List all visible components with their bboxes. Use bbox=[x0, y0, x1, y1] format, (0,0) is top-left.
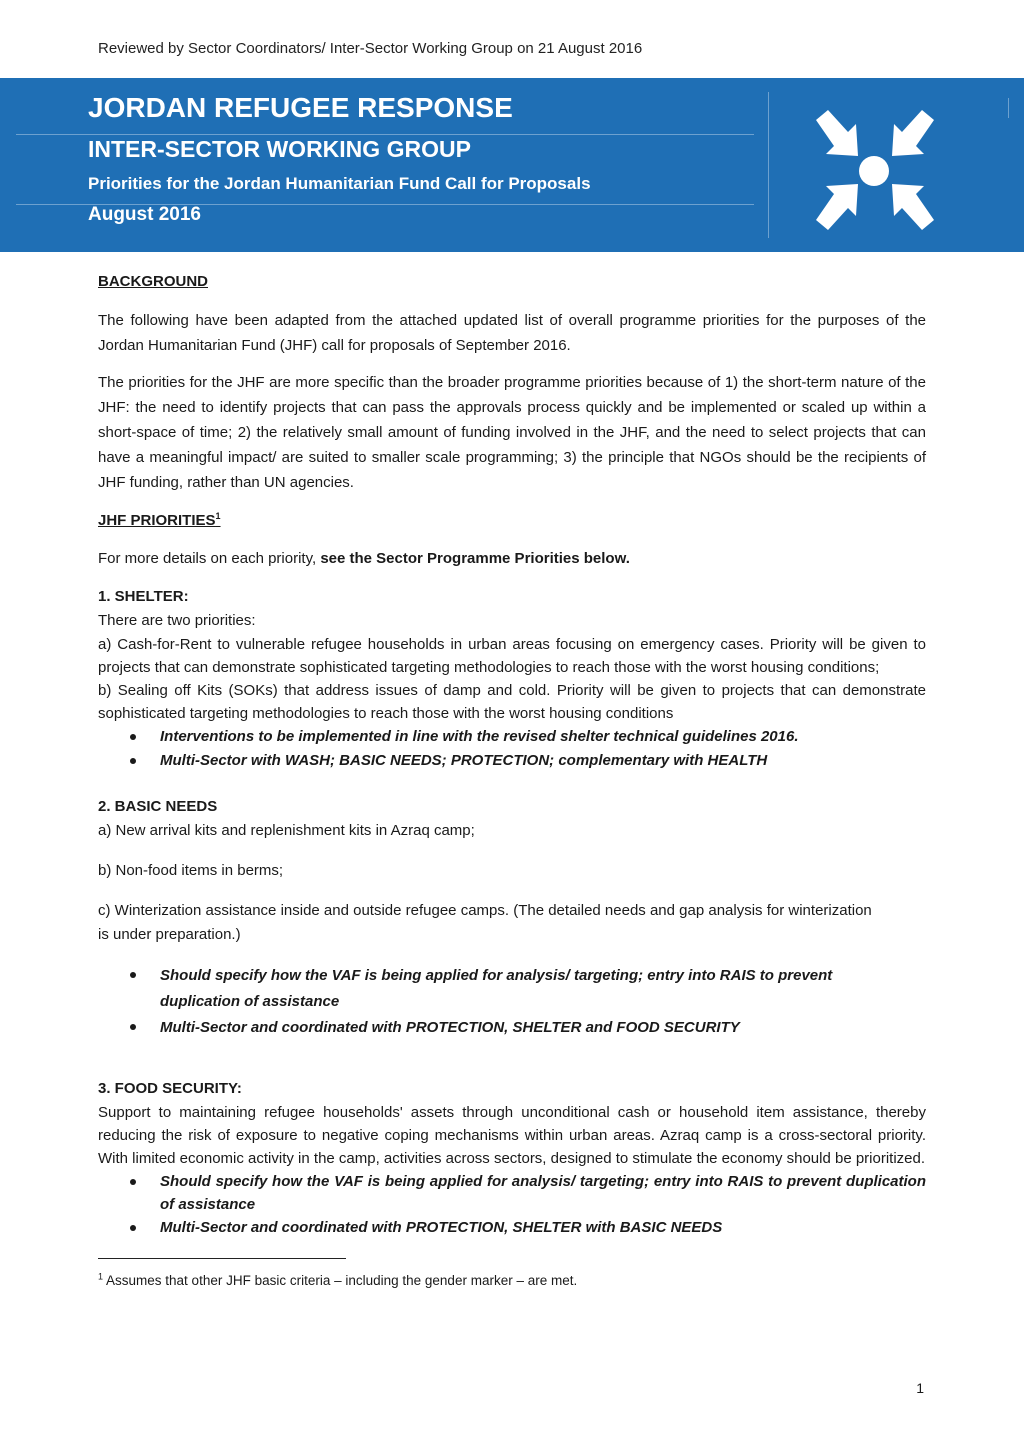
background-para-1: The following have been adapted from the attached updated list of overall programme priorities for the purposes of the Jordan Humanitarian Fund (JHF) call for proposals of September 2016. bbox=[98, 312, 926, 354]
page-number: 1 bbox=[916, 1380, 924, 1396]
footnote-ref: 1 bbox=[215, 511, 221, 521]
footnote-rule bbox=[98, 1258, 346, 1259]
food-security-bullet: Should specify how the VAF is being applied for analysis/ targeting; entry into RAIS to prevent duplication of assistance bbox=[98, 1170, 926, 1216]
jhf-priorities-heading: JHF PRIORITIES$^1$ bbox=[98, 511, 221, 529]
shelter-bullet: Interventions to be implemented in line with the revised shelter technical guidelines 2016. bbox=[98, 725, 926, 749]
four-arrows-converging-icon bbox=[808, 106, 942, 234]
jhf-intro-emphasis: see the Sector Programme Priorities below. bbox=[320, 550, 630, 567]
footnote: $^1$ Assumes that other JHF basic criteria – including the gender marker – are met. bbox=[98, 1271, 578, 1288]
document-title: JORDAN REFUGEE RESPONSE bbox=[88, 92, 513, 123]
shelter-bullet: Multi-Sector with WASH; BASIC NEEDS; PROTECTION; complementary with HEALTH bbox=[98, 749, 926, 773]
shelter-item-b: b) Sealing off Kits (SOKs) that address issues of damp and cold. Priority will be given to projects that can demonstrate sophisticated targeting methodologies to reach those with the worst housing conditions bbox=[98, 682, 926, 722]
document-tagline: Priorities for the Jordan Humanitarian Fund Call for Proposals bbox=[88, 174, 591, 193]
document-body bbox=[98, 270, 926, 1293]
background-para-2: The priorities for the JHF are more specific than the broader programme priorities because of 1) the short-term nature of the JHF: the need to identify projects that can pass the approvals process quickly and be implemented or scaled up within a short-space of time; 2) the relatively small amount of funding involved in the JHF, and the need to select projects that can have a meaningful impact/ are suited to smaller scale programming; 3) the principle that NGOs should be the recipients of JHF funding, rather than UN agencies. bbox=[98, 374, 926, 491]
food-security-heading: 3. FOOD SECURITY: bbox=[98, 1080, 242, 1097]
review-note: Reviewed by Sector Coordinators/ Inter-Sector Working Group on 21 August 2016 bbox=[98, 40, 643, 57]
jhf-intro: For more details on each priority, see the Sector Programme Priorities below. bbox=[98, 550, 630, 567]
basic-needs-bullet: Multi-Sector and coordinated with PROTECTION, SHELTER and FOOD SECURITY bbox=[98, 1015, 926, 1041]
food-security-text: Support to maintaining refugee households' assets through unconditional cash or household item assistance, thereby reducing the risk of exposure to negative coping mechanisms within urban areas. Azraq camp is a cross-sectoral priority. With limited economic activity in the camp, activities across sectors, designed to stimulate the economy should be prioritized. bbox=[98, 1104, 926, 1167]
basic-needs-item-b: b) Non-food items in berms; bbox=[98, 862, 284, 879]
shelter-heading: 1. SHELTER: bbox=[98, 588, 189, 605]
document-subtitle: INTER-SECTOR WORKING GROUP bbox=[88, 136, 471, 162]
basic-needs-item-c: c) Winterization assistance inside and outside refugee camps. (The detailed needs and gap analysis for winterization is under preparation.) bbox=[98, 902, 872, 943]
document-date: August 2016 bbox=[88, 204, 201, 225]
shelter-intro: There are two priorities: bbox=[98, 612, 256, 629]
basic-needs-heading: 2. BASIC NEEDS bbox=[98, 798, 218, 815]
background-heading: BACKGROUND bbox=[98, 273, 208, 290]
shelter-item-a: a) Cash-for-Rent to vulnerable refugee households in urban areas focusing on emergency cases. Priority will be given to projects that can demonstrate sophisticated targeting methodologies to reach those with the worst housing conditions; bbox=[98, 636, 926, 676]
food-security-bullet: Multi-Sector and coordinated with PROTECTION, SHELTER with BASIC NEEDS bbox=[98, 1216, 926, 1240]
basic-needs-item-a: a) New arrival kits and replenishment kits in Azraq camp; bbox=[98, 822, 475, 839]
basic-needs-bullet: Should specify how the VAF is being applied for analysis/ targeting; entry into RAIS to prevent duplication of assistance bbox=[98, 963, 926, 1015]
